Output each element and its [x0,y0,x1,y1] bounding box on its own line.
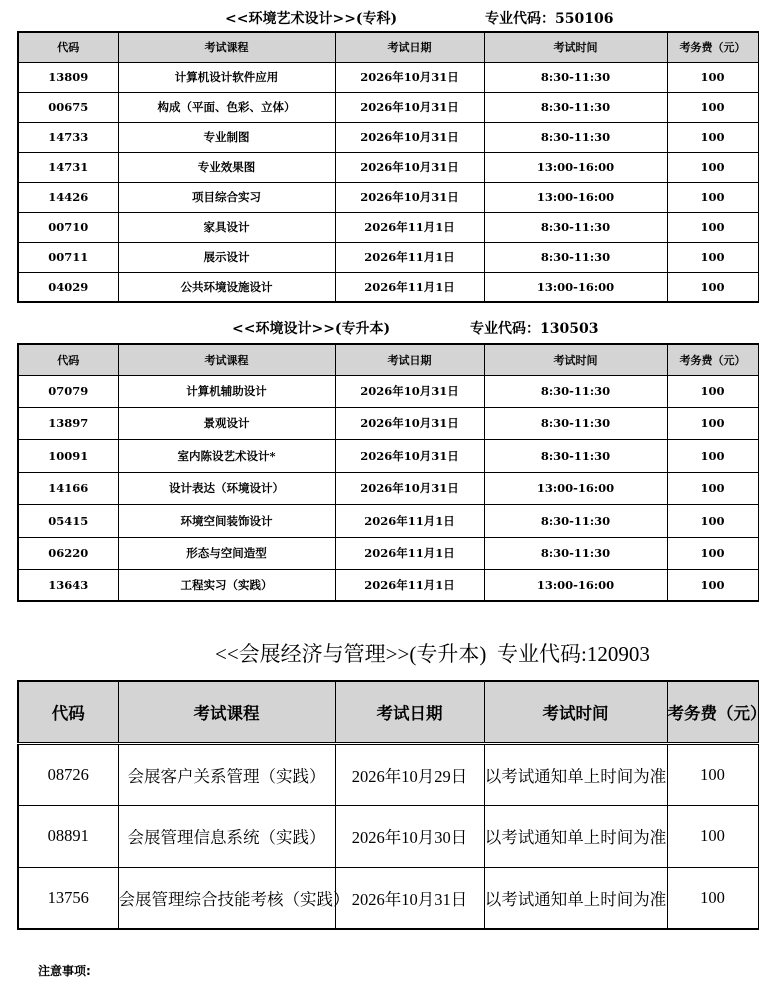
table-row [18,805,758,867]
cell-time: 8:30-11:30 [484,537,667,569]
exam-table-1 [17,31,759,303]
table-row [18,472,758,504]
cell-course: 室内陈设艺术设计* [118,439,335,472]
header-time: 考试时间 [484,344,667,375]
table-row [18,537,758,569]
cell-code: 13756 [18,867,118,929]
cell-course: 展示设计 [118,242,335,272]
cell-code: 13809 [18,62,118,92]
header-date: 考试日期 [335,344,484,375]
header-code: 代码 [18,681,118,743]
cell-fee: 100 [667,569,758,601]
cell-date: 2026年10月31日 [335,867,484,929]
cell-date: 2026年10月31日 [335,62,484,92]
cell-time: 以考试通知单上时间为准 [484,743,667,805]
cell-date: 2026年11月1日 [335,242,484,272]
cell-time: 13:00-16:00 [484,569,667,601]
table-row [18,212,758,242]
cell-date: 2026年10月29日 [335,743,484,805]
table-row [18,122,758,152]
cell-fee: 100 [667,152,758,182]
cell-time: 8:30-11:30 [484,504,667,537]
cell-time: 13:00-16:00 [484,272,667,302]
cell-course: 专业效果图 [118,152,335,182]
table-row [18,504,758,537]
cell-code: 13643 [18,569,118,601]
cell-course: 形态与空间造型 [118,537,335,569]
cell-fee: 100 [667,867,758,929]
cell-time: 13:00-16:00 [484,182,667,212]
cell-time: 8:30-11:30 [484,375,667,407]
cell-fee: 100 [667,272,758,302]
cell-date: 2026年10月30日 [335,805,484,867]
cell-code: 04029 [18,272,118,302]
cell-date: 2026年11月1日 [335,212,484,242]
header-time: 考试时间 [484,32,667,62]
cell-date: 2026年10月31日 [335,472,484,504]
header-code: 代码 [18,32,118,62]
table-row [18,867,758,929]
table-header-row [18,32,758,62]
cell-fee: 100 [667,375,758,407]
cell-course: 公共环境设施设计 [118,272,335,302]
cell-code: 10091 [18,439,118,472]
cell-date: 2026年10月31日 [335,439,484,472]
cell-course: 构成（平面、色彩、立体） [118,92,335,122]
cell-code: 14166 [18,472,118,504]
cell-date: 2026年10月31日 [335,407,484,439]
cell-code: 06220 [18,537,118,569]
table3-title: <<会展经济与管理>>(专升本) [215,642,487,666]
cell-course: 计算机辅助设计 [118,375,335,407]
cell-date: 2026年10月31日 [335,122,484,152]
cell-fee: 100 [667,743,758,805]
cell-time: 8:30-11:30 [484,92,667,122]
header-fee: 考务费（元） [667,32,758,62]
notes-heading: 注意事项: [38,964,91,978]
cell-time: 8:30-11:30 [484,212,667,242]
cell-fee: 100 [667,212,758,242]
cell-date: 2026年10月31日 [335,375,484,407]
cell-fee: 100 [667,537,758,569]
table-header-row [18,344,758,375]
header-fee: 考务费（元） [667,681,758,743]
cell-date: 2026年10月31日 [335,182,484,212]
cell-course: 家具设计 [118,212,335,242]
header-course: 考试课程 [118,32,335,62]
cell-fee: 100 [667,805,758,867]
header-time: 考试时间 [484,681,667,743]
table-row [18,152,758,182]
table-row [18,569,758,601]
table-header-row [18,681,758,743]
cell-course: 会展管理综合技能考核（实践） [118,867,335,929]
table-row [18,92,758,122]
cell-course: 会展客户关系管理（实践） [118,743,335,805]
cell-time: 8:30-11:30 [484,439,667,472]
cell-fee: 100 [667,439,758,472]
table3-title-line [0,638,747,672]
table2-title-line [0,318,747,338]
header-date: 考试日期 [335,681,484,743]
cell-course: 会展管理信息系统（实践） [118,805,335,867]
cell-fee: 100 [667,122,758,152]
cell-fee: 100 [667,62,758,92]
table-row [18,62,758,92]
cell-code: 08726 [18,743,118,805]
cell-time: 8:30-11:30 [484,407,667,439]
cell-code: 00711 [18,242,118,272]
table2-title: <<环境设计>>(专升本) [232,321,391,337]
cell-code: 14426 [18,182,118,212]
table-row [18,182,758,212]
table2-major-code: 专业代码：130503 [470,321,599,337]
cell-fee: 100 [667,504,758,537]
table3-major-code: 专业代码:120903 [497,642,650,666]
cell-course: 专业制图 [118,122,335,152]
cell-code: 00710 [18,212,118,242]
cell-code: 05415 [18,504,118,537]
cell-date: 2026年11月1日 [335,569,484,601]
cell-date: 2026年11月1日 [335,504,484,537]
cell-course: 工程实习（实践） [118,569,335,601]
cell-date: 2026年11月1日 [335,272,484,302]
cell-course: 设计表达（环境设计） [118,472,335,504]
cell-course: 计算机设计软件应用 [118,62,335,92]
cell-time: 13:00-16:00 [484,152,667,182]
table-row [18,375,758,407]
header-fee: 考务费（元） [667,344,758,375]
cell-code: 14733 [18,122,118,152]
table-row [18,439,758,472]
cell-date: 2026年11月1日 [335,537,484,569]
table-row [18,407,758,439]
cell-code: 13897 [18,407,118,439]
cell-course: 项目综合实习 [118,182,335,212]
cell-fee: 100 [667,182,758,212]
header-course: 考试课程 [118,344,335,375]
cell-date: 2026年10月31日 [335,92,484,122]
table-row [18,743,758,805]
cell-course: 环境空间装饰设计 [118,504,335,537]
cell-time: 8:30-11:30 [484,242,667,272]
table-row [18,242,758,272]
cell-date: 2026年10月31日 [335,152,484,182]
cell-fee: 100 [667,472,758,504]
table1-major-code: 专业代码：550106 [485,11,614,27]
header-course: 考试课程 [118,681,335,743]
cell-time: 以考试通知单上时间为准 [484,805,667,867]
cell-fee: 100 [667,407,758,439]
cell-fee: 100 [667,92,758,122]
exam-table-3 [17,680,767,930]
table-row [18,272,758,302]
cell-course: 景观设计 [118,407,335,439]
cell-time: 8:30-11:30 [484,122,667,152]
header-date: 考试日期 [335,32,484,62]
cell-time: 13:00-16:00 [484,472,667,504]
cell-code: 14731 [18,152,118,182]
cell-code: 00675 [18,92,118,122]
cell-fee: 100 [667,242,758,272]
cell-time: 以考试通知单上时间为准 [484,867,667,929]
cell-time: 8:30-11:30 [484,62,667,92]
table1-title-line [0,8,747,28]
cell-code: 07079 [18,375,118,407]
header-code: 代码 [18,344,118,375]
table1-title: <<环境艺术设计>>(专科) [225,11,398,27]
exam-table-2 [17,343,759,602]
cell-code: 08891 [18,805,118,867]
